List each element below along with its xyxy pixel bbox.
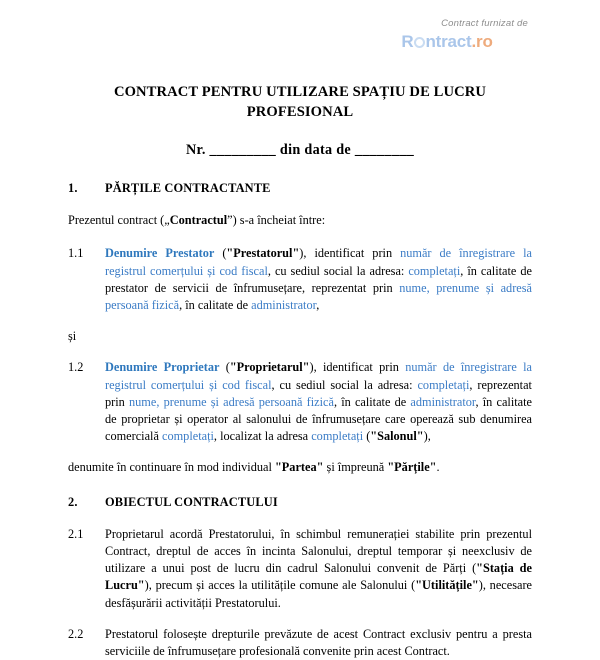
clause-1-2-body	[105, 359, 532, 445]
clause-2-2	[68, 626, 532, 660]
proprietar-name-placeholder[interactable]: Denumire Proprietar	[105, 360, 220, 375]
prestator-role-placeholder[interactable]: administrator	[251, 298, 317, 313]
salon-address-placeholder[interactable]: completați	[311, 429, 364, 444]
proprietar-registration-placeholder[interactable]: număr de înregistrare la registrul comerțului și cod fiscal	[105, 360, 532, 392]
intro-quote-open: „	[164, 213, 170, 228]
clause-2-1-number: 2.1	[68, 526, 84, 541]
section-1-intro-paragraph	[68, 212, 532, 229]
section-1-title: PĂRȚILE CONTRACTANTE	[105, 181, 271, 196]
proprietar-address-placeholder[interactable]: completați	[417, 377, 470, 392]
c12-t10: , în calitate de	[333, 394, 411, 409]
logo-tld-text: .ro	[471, 32, 493, 52]
prestatorul-defined-term: "Prestatorul"	[226, 246, 300, 261]
logo-prefix-text: R	[401, 32, 414, 52]
c11-t8: , în calitate de prestator de servicii de înfrumusețare, reprezentat prin	[105, 263, 532, 295]
clause-2-1-body	[105, 526, 532, 612]
c11-t6: , cu sediul social la adresa:	[267, 263, 409, 278]
prestator-registration-placeholder[interactable]: număr de înregistrare la registrul comerțului și cod fiscal	[105, 246, 532, 278]
intro-text-a: Prezentul contract (	[68, 213, 165, 228]
clause-2-1	[68, 526, 532, 612]
clause-1-1-number: 1.1	[68, 246, 84, 261]
c12-t18: ),	[423, 429, 431, 444]
closing-text-mid: și împreună	[323, 460, 388, 475]
statia-de-lucru-defined-term: "Stația de Lucru"	[105, 561, 532, 593]
proprietarul-defined-term: "Proprietarul"	[229, 360, 310, 375]
contract-number-line: Nr. _________ din data de ________	[185, 142, 415, 159]
clause-2-2-body	[105, 626, 532, 660]
c12-t12: , în calitate de proprietar și operator al salonului de înfrumusețare care operează sub denumirea comercială	[105, 394, 532, 444]
partea-defined-term: "Partea"	[274, 460, 324, 475]
c12-t6: , cu sediul social la adresa:	[271, 377, 418, 392]
c21-t5: ), necesare desfășurării activității Prestatorului.	[105, 578, 532, 610]
section-heading-2	[68, 495, 532, 510]
utilitatile-defined-term: "Utilitățile"	[415, 578, 479, 593]
intro-text-b: ) s-a încheiat între:	[232, 213, 326, 228]
clause-1-1-body	[105, 245, 532, 314]
closing-text-a: denumite în continuare în mod individual	[68, 460, 275, 475]
salon-commercial-name-placeholder[interactable]: completați	[162, 429, 214, 444]
parties-connector: și	[68, 329, 77, 344]
section-1-number: 1.	[68, 181, 78, 196]
c21-t1: Proprietarul acordă Prestatorului, în schimbul remunerației stabilite prin prezentul Contract, dreptul de acces în incinta Salonului, dreptul temporar și neexclusiv de utilizare a unui post de lucru din cadrul Salonului convenit de Părți (	[105, 526, 532, 576]
intro-bold-term: Contractul	[169, 213, 228, 228]
salonul-defined-term: "Salonul"	[370, 429, 424, 444]
c11-t4: ), identificat prin	[299, 246, 401, 261]
page-title: CONTRACT PENTRU UTILIZARE SPAȚIU DE LUCRU PROFESIONAL	[113, 84, 487, 121]
c21-t3: ), precum și acces la utilitățile comune ale Salonului (	[144, 578, 416, 593]
proprietar-representative-placeholder[interactable]: nume, prenume și adresă persoană fizică	[129, 394, 334, 409]
c12-t4: ), identificat prin	[309, 360, 406, 375]
intro-quote-close: ”	[227, 213, 233, 228]
section-2-number: 2.	[68, 494, 78, 509]
c11-t12: ,	[316, 298, 320, 313]
c12-t16: (	[363, 429, 371, 444]
prestator-representative-placeholder[interactable]: nume, prenume și adresă persoană fizică	[105, 280, 532, 313]
prestator-name-placeholder[interactable]: Denumire Prestator	[105, 246, 215, 261]
clause-2-2-number: 2.2	[68, 626, 84, 641]
c12-t8: , reprezentat prin	[105, 377, 532, 409]
parties-closing-paragraph	[68, 459, 532, 476]
c22-t1: Prestatorul folosește drepturile prevăzute de acest Contract exclusiv pentru a presta serviciile de înfrumusețare profesională convenite prin acest Contract.	[105, 626, 532, 658]
c12-t2: (	[219, 360, 230, 375]
clause-1-2	[68, 359, 532, 445]
proprietar-role-placeholder[interactable]: administrator	[410, 394, 476, 409]
clause-1-2-number: 1.2	[68, 360, 84, 375]
branding-caption: Contract furnizat de	[441, 18, 528, 29]
c11-t10: , în calitate de	[179, 298, 252, 313]
document-page	[68, 0, 532, 660]
c12-t14: , localizat la adresa	[213, 429, 312, 444]
logo-middle-text: ntract	[425, 32, 472, 52]
prestator-address-placeholder[interactable]: completați	[408, 263, 461, 278]
partile-defined-term: "Părțile"	[387, 460, 437, 475]
section-heading-1	[68, 181, 532, 196]
clause-1-1	[68, 245, 532, 314]
closing-text-end: .	[436, 460, 440, 475]
c11-t2: (	[214, 246, 227, 261]
section-2-title: OBIECTUL CONTRACTULUI	[105, 494, 278, 509]
